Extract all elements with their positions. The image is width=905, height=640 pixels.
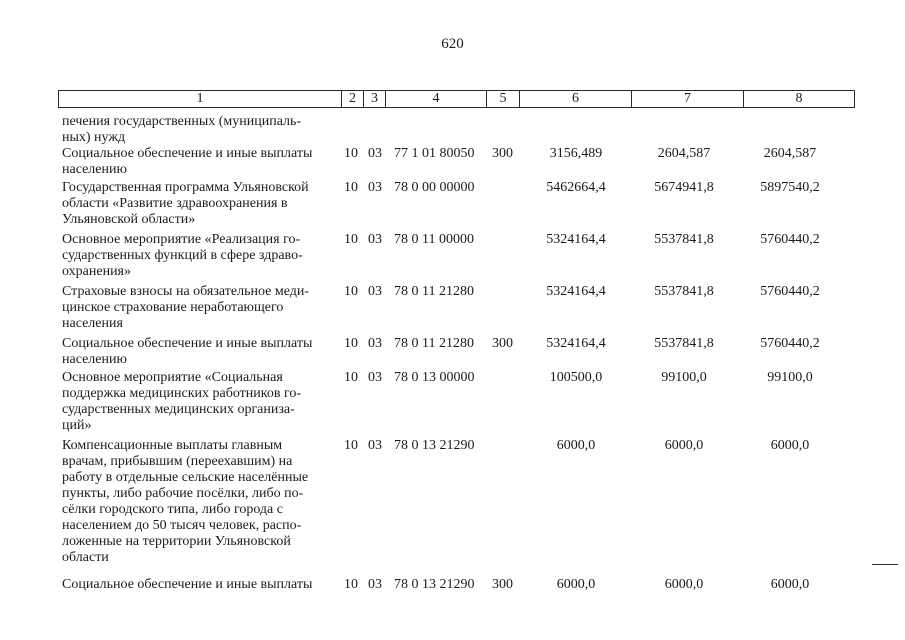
target-article-code: 78 0 00 00000	[394, 180, 475, 195]
section-code: 10	[344, 146, 358, 161]
target-article-code: 78 0 13 21290	[394, 577, 475, 592]
amount-col-8: 6000,0	[770, 577, 810, 592]
item-name-line: поддержка медицинских работников го-	[62, 386, 302, 401]
amount-col-7: 5674941,8	[654, 180, 714, 195]
item-name	[62, 370, 335, 434]
item-name-line: охранения»	[62, 264, 131, 279]
expense-type-code: 300	[492, 146, 513, 161]
item-name-line: населением до 50 тысяч человек, распо-	[62, 518, 302, 533]
item-name-line: Социальное обеспечение и иные выплаты	[62, 146, 313, 161]
section-code: 10	[344, 577, 358, 592]
item-name-line: Компенсационные выплаты главным	[62, 438, 283, 453]
subsection-code: 03	[368, 577, 382, 592]
amount-col-6: 6000,0	[556, 438, 596, 453]
page-number: 620	[441, 36, 464, 52]
target-article-code: 77 1 01 80050	[394, 146, 475, 161]
amount-col-6: 5324164,4	[546, 284, 606, 299]
item-name-line: населению	[62, 162, 127, 177]
item-name-line: цинское страхование неработающего	[62, 300, 284, 315]
header-col-2: 2	[342, 91, 364, 108]
target-article-code: 78 0 11 21280	[394, 336, 474, 351]
header-col-1: 1	[59, 91, 342, 108]
item-name-line: Социальное обеспечение и иные выплаты	[62, 336, 313, 351]
subsection-code: 03	[368, 336, 382, 351]
item-name-line: ных) нужд	[62, 130, 126, 145]
amount-col-6: 6000,0	[556, 577, 596, 592]
amount-col-8: 5760440,2	[760, 232, 820, 247]
amount-col-6: 100500,0	[549, 370, 603, 385]
amount-col-8: 99100,0	[767, 370, 813, 385]
item-name-line: Социальное обеспечение и иные выплаты	[62, 577, 313, 592]
target-article-code: 78 0 13 21290	[394, 438, 475, 453]
item-name-line: ложенные на территории Ульяновской	[62, 534, 291, 549]
item-name	[62, 180, 335, 228]
section-code: 10	[344, 370, 358, 385]
header-col-3: 3	[364, 91, 386, 108]
subsection-code: 03	[368, 438, 382, 453]
section-code: 10	[344, 284, 358, 299]
amount-col-7: 6000,0	[664, 577, 704, 592]
expense-type-code: 300	[492, 577, 513, 592]
header-col-7: 7	[632, 91, 744, 108]
subsection-code: 03	[368, 370, 382, 385]
item-name-line: ций»	[62, 418, 92, 433]
amount-col-8: 5760440,2	[760, 336, 820, 351]
item-name	[62, 577, 335, 593]
item-name-line: населению	[62, 352, 127, 367]
item-name	[62, 438, 335, 566]
item-name	[62, 336, 335, 368]
item-name	[62, 232, 335, 280]
target-article-code: 78 0 11 00000	[394, 232, 474, 247]
item-name-line: области	[62, 550, 109, 565]
item-name-line: Основное мероприятие «Реализация го-	[62, 232, 301, 247]
header-col-6: 6	[520, 91, 632, 108]
expense-type-code: 300	[492, 336, 513, 351]
subsection-code: 03	[368, 180, 382, 195]
amount-col-8: 2604,587	[763, 146, 817, 161]
subsection-code: 03	[368, 284, 382, 299]
amount-col-6: 5462664,4	[546, 180, 606, 195]
amount-col-6: 5324164,4	[546, 336, 606, 351]
item-name-line: области «Развитие здравоохранения в	[62, 196, 288, 211]
item-name-line: Государственная программа Ульяновской	[62, 180, 309, 195]
item-name-line: Ульяновской области»	[62, 212, 196, 227]
section-code: 10	[344, 438, 358, 453]
item-name-line: врачам, прибывшим (переехавшим) на	[62, 454, 293, 469]
amount-col-7: 99100,0	[661, 370, 707, 385]
amount-col-7: 5537841,8	[654, 232, 714, 247]
item-name-line: сударственных медицинских организа-	[62, 402, 295, 417]
item-name-line: работу в отдельные сельские населённые	[62, 470, 309, 485]
amount-col-7: 2604,587	[657, 146, 711, 161]
item-name-line: пункты, либо рабочие посёлки, либо по-	[62, 486, 304, 501]
header-col-4: 4	[386, 91, 487, 108]
amount-col-7: 6000,0	[664, 438, 704, 453]
item-name	[62, 284, 335, 332]
item-name-line: Основное мероприятие «Социальная	[62, 370, 283, 385]
item-name-line: печения государственных (муниципаль-	[62, 114, 302, 129]
amount-col-7: 5537841,8	[654, 284, 714, 299]
subsection-code: 03	[368, 232, 382, 247]
amount-col-6: 3156,489	[549, 146, 603, 161]
item-name-line: Страховые взносы на обязательное меди-	[62, 284, 310, 299]
subsection-code: 03	[368, 146, 382, 161]
amount-col-8: 6000,0	[770, 438, 810, 453]
amount-col-6: 5324164,4	[546, 232, 606, 247]
amount-col-7: 5537841,8	[654, 336, 714, 351]
target-article-code: 78 0 13 00000	[394, 370, 475, 385]
item-name-line: сёлки городского типа, либо города с	[62, 502, 283, 517]
amount-col-8: 5897540,2	[760, 180, 820, 195]
target-article-code: 78 0 11 21280	[394, 284, 474, 299]
item-name-line: сударственных функций в сфере здраво-	[62, 248, 303, 263]
header-col-8: 8	[744, 91, 855, 108]
section-code: 10	[344, 336, 358, 351]
item-name	[62, 114, 335, 146]
item-name	[62, 146, 335, 178]
header-col-5: 5	[487, 91, 520, 108]
item-name-line: населения	[62, 316, 123, 331]
section-code: 10	[344, 180, 358, 195]
section-code: 10	[344, 232, 358, 247]
margin-mark	[872, 564, 898, 565]
amount-col-8: 5760440,2	[760, 284, 820, 299]
